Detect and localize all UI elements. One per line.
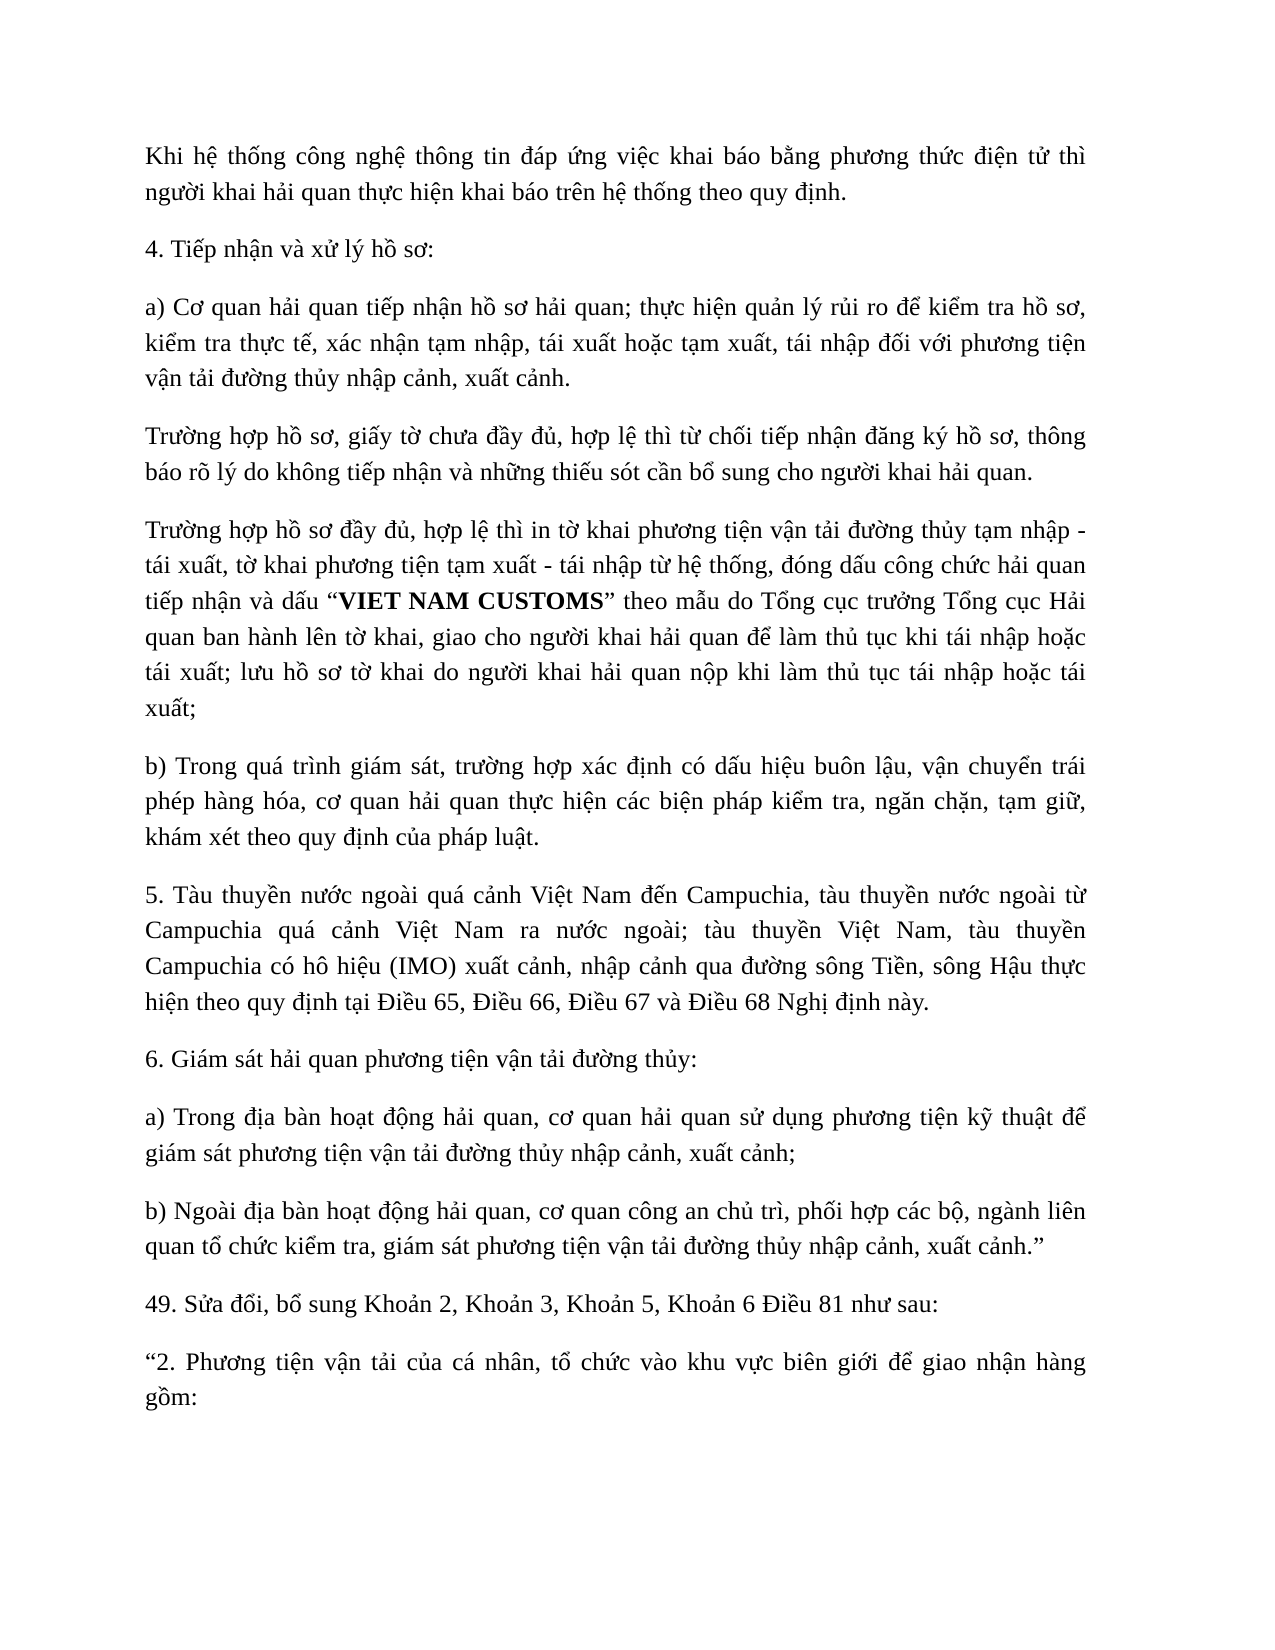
paragraph-clause-2: “2. Phương tiện vận tải của cá nhân, tổ chức vào khu vực biên giới để giao nhận hàng gồm: [145,1346,1086,1412]
text-before-stamp-name: Trường hợp hồ sơ đầy đủ, hợp lệ thì in tờ khai phương tiện vận tải đường thủy tạm nhập - tái xuất, tờ khai phương tiện tạm xuất - tái nhập từ hệ thống, đóng dấu công chức hải quan tiếp nhận và dấu “ [145,514,1086,615]
paragraph-section-6-heading: 6. Giám sát hải quan phương tiện vận tải đường thủy: [145,1044,698,1074]
paragraph-item-49: 49. Sửa đổi, bổ sung Khoản 2, Khoản 3, Khoản 5, Khoản 6 Điều 81 như sau: [145,1288,939,1318]
paragraph-incomplete-dossier: Trường hợp hồ sơ, giấy tờ chưa đầy đủ, hợp lệ thì từ chối tiếp nhận đăng ký hồ sơ, thông báo rõ lý do không tiếp nhận và những thiếu sót cần bổ sung cho người khai hải quan. [145,421,1086,486]
paragraph-section-4-heading: 4. Tiếp nhận và xử lý hồ sơ: [145,234,435,264]
paragraph-6a: a) Trong địa bàn hoạt động hải quan, cơ quan hải quan sử dụng phương tiện kỹ thuật để giám sát phương tiện vận tải đường thủy nhập cảnh, xuất cảnh; [145,1102,1086,1167]
paragraph-4a: a) Cơ quan hải quan tiếp nhận hồ sơ hải quan; thực hiện quản lý rủi ro để kiểm tra hồ sơ, kiểm tra thực tế, xác nhận tạm nhập, tái xuất hoặc tạm xuất, tái nhập đối với phương tiện vận tải đường thủy nhập cảnh, xuất cảnh. [145,292,1086,393]
paragraph-6b: b) Ngoài địa bàn hoạt động hải quan, cơ quan công an chủ trì, phối hợp các bộ, ngành liên quan tổ chức kiểm tra, giám sát phương tiện vận tải đường thủy nhập cảnh, xuất cảnh.” [145,1195,1086,1261]
paragraph-complete-dossier [145,512,1086,726]
paragraph-intro: Khi hệ thống công nghệ thông tin đáp ứng việc khai báo bằng phương thức điện tử thì người khai hải quan thực hiện khai báo trên hệ thống theo quy định. [145,141,1086,206]
paragraph-section-5: 5. Tàu thuyền nước ngoài quá cảnh Việt Nam đến Campuchia, tàu thuyền nước ngoài từ Campuchia quá cảnh Việt Nam ra nước ngoài; tàu thuyền Việt Nam, tàu thuyền Campuchia có hô hiệu (IMO) xuất cảnh, nhập cảnh qua đường sông Tiền, sông Hậu thực hiện theo quy định tại Điều 65, Điều 66, Điều 67 và Điều 68 Nghị định này. [145,879,1086,1016]
document-body [145,138,1086,1415]
text-after-stamp-name: ” theo mẫu do Tổng cục trưởng Tổng cục Hải quan ban hành lên tờ khai, giao cho người khai hải quan để làm thủ tục khi tái nhập hoặc tái xuất; lưu hồ sơ tờ khai do người khai hải quan nộp khi làm thủ tục tái nhập hoặc tái xuất; [145,585,1086,722]
paragraph-4b: b) Trong quá trình giám sát, trường hợp xác định có dấu hiệu buôn lậu, vận chuyển trái phép hàng hóa, cơ quan hải quan thực hiện các biện pháp kiểm tra, ngăn chặn, tạm giữ, khám xét theo quy định của pháp luật. [145,750,1086,851]
stamp-name-viet-nam-customs: VIET NAM CUSTOMS [338,585,604,615]
